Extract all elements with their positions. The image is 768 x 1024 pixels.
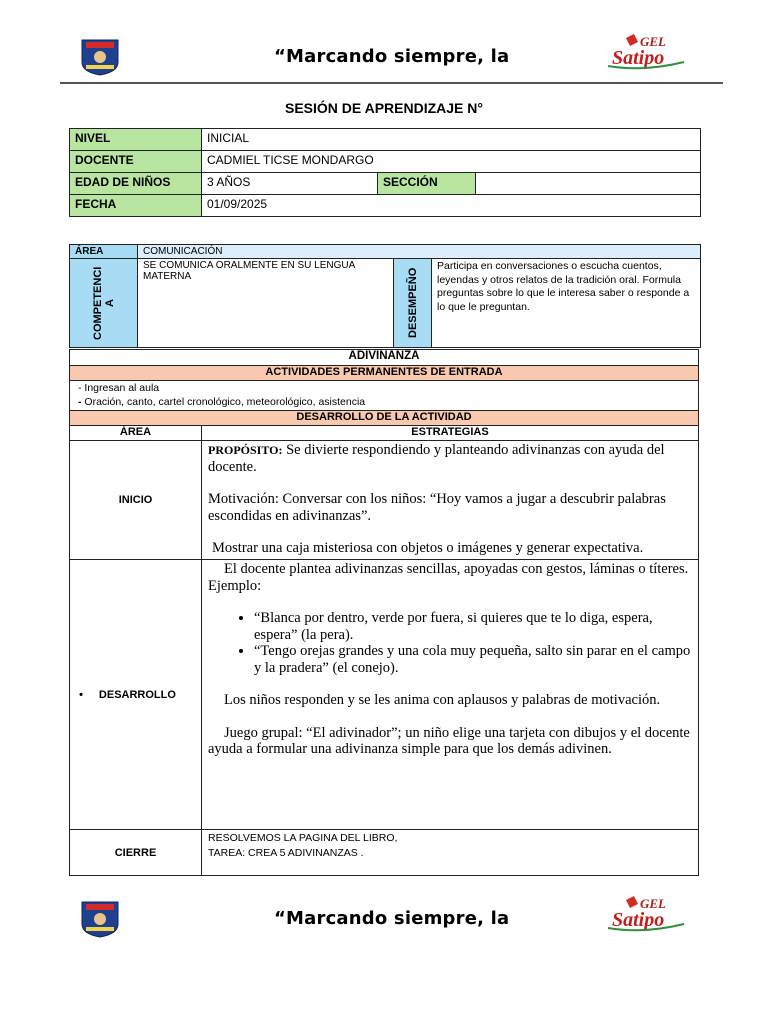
nivel-label: NIVEL — [70, 129, 202, 151]
cierre-line: TAREA: CREA 5 ADIVINANZAS . — [208, 847, 364, 859]
table-row — [70, 426, 699, 441]
ugel-satipo-logo — [604, 894, 688, 934]
desarrollo-example: Ejemplo: — [208, 577, 262, 594]
competencia-label-cell — [70, 259, 138, 348]
desarrollo-game: Juego grupal: “El adivinador”; un niño elige una tarjeta con dibujos y el docente ayuda a formular una adivinanza simple para que los demás adivinen. — [208, 724, 690, 757]
permanent-activities — [70, 381, 699, 411]
fecha-label: FECHA — [70, 195, 202, 217]
desarrollo-intro: El docente plantea adivinanzas sencillas, apoyadas con gestos, láminas o títeres. — [224, 561, 689, 577]
table-row — [70, 441, 699, 560]
permanent-header: ACTIVIDADES PERMANENTES DE ENTRADA — [70, 366, 699, 381]
edad-value: 3 AÑOS — [202, 173, 378, 195]
development-header: DESARROLLO DE LA ACTIVIDAD — [70, 411, 699, 426]
activity-name: ADIVINANZA — [70, 350, 699, 366]
fecha-value: 01/09/2025 — [202, 195, 701, 217]
docente-label: DOCENTE — [70, 151, 202, 173]
table-row — [70, 350, 699, 366]
list-item: - Oración, canto, cartel cronológico, meteorológico, asistencia — [78, 396, 366, 408]
column-header-area: ÁREA — [70, 426, 202, 441]
area-label: ÁREA — [70, 245, 138, 259]
header-motto: “Marcando siempre, la — [274, 46, 510, 67]
competencia-value: SE COMUNICA ORALMENTE EN SU LENGUA MATERNA — [138, 259, 394, 348]
area-value: COMUNICACIÓN — [138, 245, 701, 259]
nivel-value: INICIAL — [202, 129, 701, 151]
school-crest-logo — [80, 38, 120, 76]
page-title: SESIÓN DE APRENDIZAJE N° — [284, 100, 483, 116]
desarrollo-label: DESARROLLO — [98, 688, 176, 701]
cierre-line: RESOLVEMOS LA PAGINA DEL LIBRO, — [208, 832, 398, 844]
purpose-label: PROPÓSITO: — [208, 443, 283, 457]
edad-label: EDAD DE NIÑOS — [70, 173, 202, 195]
activity-table — [69, 349, 699, 876]
desarrollo-label-cell — [70, 560, 202, 830]
table-row — [70, 259, 701, 348]
header-divider — [60, 82, 723, 84]
desarrollo-response: Los niños responden y se les anima con aplausos y palabras de motivación. — [224, 692, 661, 708]
docente-value: CADMIEL TICSE MONDARGO — [202, 151, 701, 173]
inicio-purpose: PROPÓSITO: Se divierte respondiendo y planteando adivinanzas con ayuda del docente. — [208, 442, 665, 475]
seccion-label: SECCIÓN — [378, 173, 476, 195]
desempeno-label: DESEMPEÑO — [406, 267, 419, 339]
seccion-value — [476, 173, 701, 195]
table-row — [70, 411, 699, 426]
svg-text:Satipo: Satipo — [612, 47, 665, 69]
list-item: • “Tengo orejas grandes y una cola muy pequeña, salto sin parar en el campo y la pradera” (el conejo). — [254, 643, 692, 676]
inicio-label: INICIO — [70, 441, 202, 560]
svg-text:Satipo: Satipo — [612, 909, 665, 931]
inicio-box: Mostrar una caja misteriosa con objetos o imágenes y generar expectativa. — [212, 540, 644, 556]
table-row — [70, 245, 701, 259]
table-row — [70, 129, 701, 151]
table-row — [70, 381, 699, 411]
inicio-strategies — [202, 441, 699, 560]
desempeno-value: Participa en conversaciones o escucha cuentos, leyendas y otros relatos de la tradición oral. Formula preguntas sobre lo que le interesa saber o responde a lo que le preguntan. — [432, 259, 701, 348]
table-row — [70, 830, 699, 876]
table-row — [70, 560, 699, 830]
competency-table — [69, 244, 701, 348]
table-row — [70, 173, 701, 195]
page-footer — [0, 892, 768, 952]
cierre-label: CIERRE — [70, 830, 202, 876]
footer-motto: “Marcando siempre, la — [274, 908, 510, 929]
list-item: • “Blanca por dentro, verde por fuera, si quieres que te lo diga, espera, espera” (la pera). — [254, 610, 692, 643]
bullet-icon: • — [79, 688, 83, 701]
svg-text:GEL: GEL — [640, 34, 666, 49]
table-row — [70, 366, 699, 381]
page-header — [0, 30, 768, 90]
svg-text:GEL: GEL — [640, 896, 666, 911]
riddle-list — [254, 610, 692, 676]
inicio-motivation: Motivación: Conversar con los niños: “Hoy vamos a jugar a descubrir palabras escondidas en adivinanzas”. — [208, 491, 666, 524]
desarrollo-strategies — [202, 560, 699, 830]
table-row — [70, 151, 701, 173]
competencia-label: COMPETENCI A — [91, 266, 116, 340]
desempeno-label-cell — [394, 259, 432, 348]
list-item: - Ingresan al aula — [78, 382, 160, 394]
table-row — [70, 195, 701, 217]
info-table — [69, 128, 701, 217]
cierre-strategies — [202, 830, 699, 876]
ugel-satipo-logo — [604, 32, 688, 72]
column-header-strategies: ESTRATEGIAS — [202, 426, 699, 441]
school-crest-logo — [80, 900, 120, 938]
